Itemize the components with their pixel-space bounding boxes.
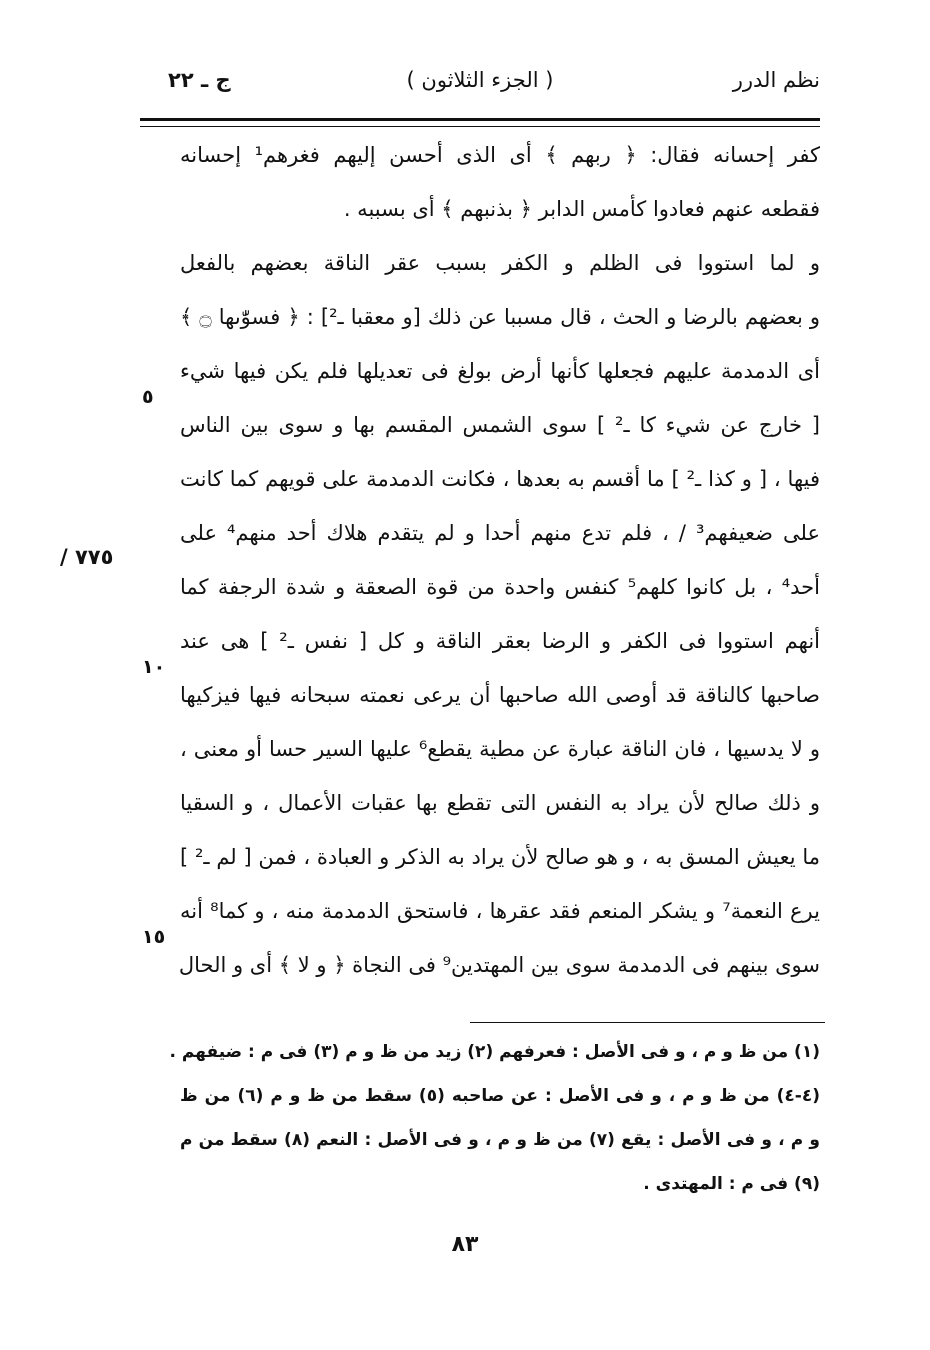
text-line: يرع النعمة⁷ و يشكر المنعم فقد عقرها ، فاستحق الدمدمة منه ، و كما⁸ أنه (180, 899, 820, 923)
line-number-5: ٥ (142, 386, 154, 408)
text-line: [ خارج عن شيء كا ـ² ] سوى الشمس المقسم بها و سوى بين الناس (180, 413, 820, 437)
line-number-15: ١٥ (142, 926, 166, 948)
text-line: أحد⁴ ، بل كانوا كلهم⁵ كنفس واحدة من قوة الصعقة و شدة الرجفة كما (180, 575, 820, 599)
text-line: أنهم استووا فى الكفر و الرضا بعقر الناقة و كل [ نفس ـ² ] هى عند (180, 629, 821, 653)
footnotes (169, 1032, 820, 1208)
footnote-line: (١) من ظ و م ، و فى الأصل : فعرفهم (٢) زيد من ظ و م (٣) فى م : ضيفهم . (169, 1042, 820, 1062)
manuscript-page-marker: / ٧٧٥ (60, 545, 114, 569)
part-title: ( الجزء الثلاثون ) (406, 68, 554, 92)
volume-number: ج ـ ٢٢ (168, 68, 231, 92)
text-line: سوى بينهم فى الدمدمة سوى بين المهتدين⁹ فى النجاة ﴿ و لا ﴾ أى و الحال (178, 953, 820, 977)
text-line: و لا يدسيها ، فان الناقة عبارة عن مطية يقطع⁶ عليها السير حسا أو معنى ، (180, 737, 821, 761)
footnote-rule (470, 1022, 825, 1023)
text-line: أى الدمدمة عليهم فجعلها كأنها أرض بولغ فى تعديلها فلم يكن فيها شيء (180, 359, 820, 383)
text-line: و لما استووا فى الظلم و الكفر بسبب عقر الناقة بعضهم بالفعل (180, 251, 820, 275)
text-line: على ضعيفهم³ / ، فلم تدع منهم أحدا و لم يتقدم هلاك أحد منهم⁴ على (180, 521, 820, 545)
book-title: نظم الدرر (732, 68, 820, 92)
footnote-line: (٩) فى م : المهتدى . (643, 1174, 820, 1194)
footnote-line: (٤-٤) من ظ و م ، و فى الأصل : عن صاحبه (٥) سقط من ظ و م (٦) من ظ (180, 1086, 820, 1106)
text-line: و ذلك صالح لأن يراد به النفس التى تقطع بها عقبات الأعمال ، و السقيا (180, 791, 820, 815)
line-number-10: ١٠ (142, 656, 166, 678)
footnote-line: و م ، و فى الأصل : يقع (٧) من ظ و م ، و فى الأصل : النعم (٨) سقط من م (180, 1130, 820, 1150)
text-line: كفر إحسانه فقال: ﴿ ربهم ﴾ أى الذى أحسن إليهم فغرهم¹ إحسانه (180, 143, 820, 167)
text-line: ما يعيش المسق به ، و هو صالح لأن يراد به الذكر و العبادة ، فمن [ لم ـ² ] (180, 845, 820, 869)
page-header (140, 60, 820, 100)
header-rule-thick (140, 118, 820, 121)
text-line: و بعضهم بالرضا و الحث ، قال مسببا عن ذلك [و معقبا ـ²] : ﴿ فسوّٰىها ۝ ﴾ (180, 305, 820, 329)
main-text (180, 132, 820, 996)
header-rule-thin (140, 126, 820, 127)
text-line: فيها ، [ و كذا ـ² ] ما أقسم به بعدها ، فكانت الدمدمة على قويهم كما كانت (180, 467, 821, 491)
text-line: صاحبها كالناقة قد أوصى الله صاحبها أن يرعى نعمته سبحانه فيها فيزكيها (180, 683, 820, 707)
page-number: ٨٣ (451, 1232, 479, 1257)
text-line: فقطعه عنهم فعادوا كأمس الدابر ﴿ بذنبهم ﴾ أى بسببه . (343, 197, 820, 221)
